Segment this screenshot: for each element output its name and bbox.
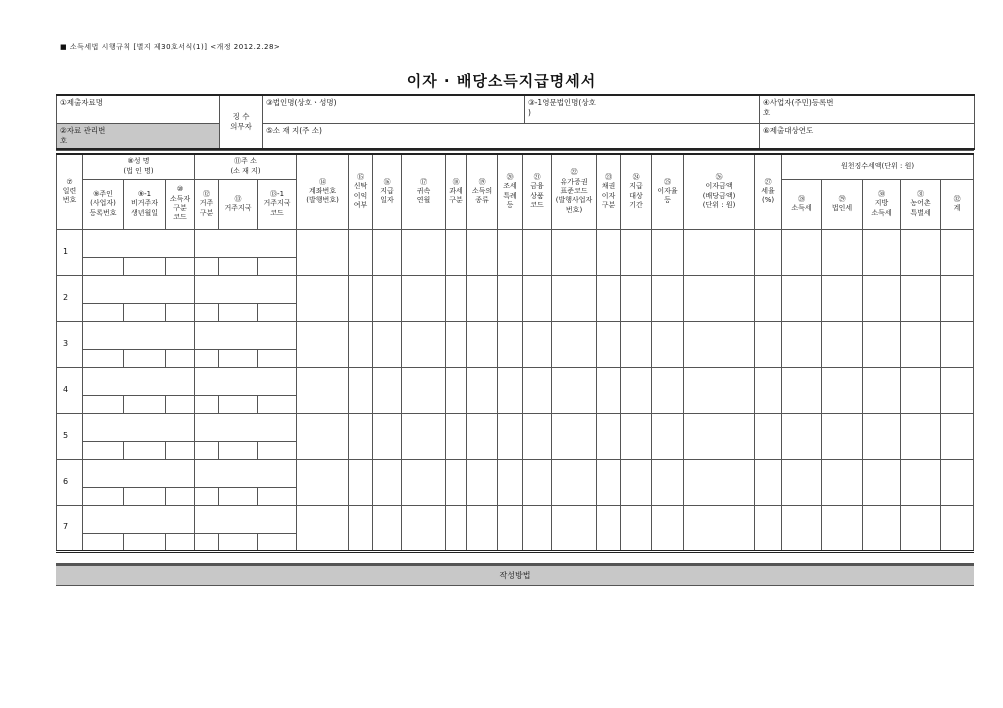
table-row [57,229,974,257]
data-cell[interactable] [863,413,901,459]
data-cell[interactable] [349,321,373,367]
data-cell[interactable] [297,367,349,413]
data-cell[interactable] [621,413,652,459]
data-cell[interactable] [652,321,684,367]
submitter-name-field[interactable]: ①제출자료명 [57,95,220,123]
data-cell[interactable] [124,441,166,459]
col-name-group: ⑧성 명 (법 인 명) [83,154,195,179]
data-cell[interactable] [349,367,373,413]
data-cell[interactable] [467,505,498,551]
data-cell[interactable] [552,321,597,367]
data-cell[interactable] [467,275,498,321]
name-cell[interactable] [83,321,195,349]
data-cell[interactable] [219,487,258,505]
col-bond-interest-type: ㉓ 채권 이자 구분 [597,154,621,229]
col-local-income-tax: ㉚ 지방 소득세 [863,179,901,229]
data-cell[interactable] [373,229,402,275]
data-cell[interactable] [498,229,523,275]
row-number: 4 [57,367,83,413]
data-cell[interactable] [446,229,467,275]
col-residence-type: ⑫ 거주 구분 [195,179,219,229]
data-cell[interactable] [782,275,822,321]
data-cell[interactable] [166,533,195,551]
data-cell[interactable] [822,459,863,505]
data-cell[interactable] [467,321,498,367]
data-cell[interactable] [822,413,863,459]
year-field[interactable]: ⑥제출대상연도 [760,123,975,149]
col-tax-rate: ㉗ 세율 (%) [755,154,782,229]
data-cell[interactable] [552,367,597,413]
data-cell[interactable] [258,441,297,459]
data-cell[interactable] [552,275,597,321]
col-attribution-month: ⑰ 귀속 연월 [402,154,446,229]
col-residence-country-code: ⑬-1 거주지국 코드 [258,179,297,229]
name-cell[interactable] [83,367,195,395]
data-cell[interactable] [901,275,941,321]
address-cell[interactable] [195,459,297,487]
submitter-info-table [56,94,975,150]
col-withholding-group: 원천징수세액(단위 : 원) [782,154,974,179]
data-cell[interactable] [684,459,755,505]
data-cell[interactable] [782,229,822,275]
data-cell[interactable] [166,395,195,413]
address-cell[interactable] [195,321,297,349]
data-cell[interactable] [124,487,166,505]
data-cell[interactable] [297,459,349,505]
col-serial-no: ⑦ 일련 번호 [57,154,83,229]
data-cell[interactable] [258,349,297,367]
data-cell[interactable] [124,533,166,551]
data-cell[interactable] [684,505,755,551]
data-cell[interactable] [552,413,597,459]
payer-label: 징 수 의무자 [220,95,263,149]
data-cell[interactable] [219,441,258,459]
data-cell[interactable] [195,533,219,551]
row-number: 5 [57,413,83,459]
address-field[interactable]: ⑤소 재 지(주 소) [263,123,760,149]
data-cell[interactable] [195,349,219,367]
data-cell[interactable] [755,459,782,505]
data-cell[interactable] [684,229,755,275]
data-cell[interactable] [195,257,219,275]
data-cell[interactable] [402,459,446,505]
table-row [57,459,974,487]
address-cell[interactable] [195,229,297,257]
col-address-group: ⑪주 소 (소 재 지) [195,154,297,179]
data-cell[interactable] [863,367,901,413]
row-number: 6 [57,459,83,505]
data-cell[interactable] [523,275,552,321]
data-cell[interactable] [863,229,901,275]
data-cell[interactable] [901,367,941,413]
data-cell[interactable] [523,505,552,551]
data-cell[interactable] [402,229,446,275]
data-cell[interactable] [402,367,446,413]
data-cell[interactable] [402,413,446,459]
col-pay-date: ⑯ 지급 일자 [373,154,402,229]
data-cell[interactable] [597,505,621,551]
data-cell[interactable] [652,413,684,459]
col-tax-type: ⑱ 과세 구분 [446,154,467,229]
data-cell[interactable] [941,505,974,551]
table-row [57,505,974,533]
data-cell[interactable] [901,505,941,551]
data-cell[interactable] [621,229,652,275]
data-cell[interactable] [941,229,974,275]
data-cell[interactable] [822,321,863,367]
data-cell[interactable] [124,395,166,413]
data-cell[interactable] [621,459,652,505]
data-cell[interactable] [195,303,219,321]
data-cell[interactable] [621,275,652,321]
data-cell[interactable] [652,505,684,551]
table-row [57,275,974,303]
data-cell[interactable] [755,275,782,321]
data-cell[interactable] [782,505,822,551]
data-cell[interactable] [498,321,523,367]
col-interest-rate: ㉕ 이자율 등 [652,154,684,229]
data-cell[interactable] [219,257,258,275]
col-pay-period: ㉔ 지급 대상 기간 [621,154,652,229]
data-cell[interactable] [297,505,349,551]
data-cell[interactable] [498,505,523,551]
data-cell[interactable] [498,275,523,321]
data-cell[interactable] [373,459,402,505]
data-cell[interactable] [349,275,373,321]
data-cell[interactable] [684,275,755,321]
data-cell[interactable] [597,321,621,367]
table-row [57,413,974,441]
data-cell[interactable] [621,321,652,367]
data-cell[interactable] [349,505,373,551]
col-residence-country: ⑬ 거주지국 [219,179,258,229]
data-cell[interactable] [822,505,863,551]
data-cell[interactable] [523,413,552,459]
data-cell[interactable] [258,487,297,505]
col-income-type: ⑲ 소득의 종류 [467,154,498,229]
data-cell[interactable] [941,275,974,321]
col-securities-code: ㉒ 유가증권 표준코드 (발행사업자 번호) [552,154,597,229]
data-cell[interactable] [446,367,467,413]
data-cell[interactable] [621,367,652,413]
data-cell[interactable] [124,257,166,275]
data-cell[interactable] [552,505,597,551]
data-cell[interactable] [901,459,941,505]
address-cell[interactable] [195,275,297,303]
data-cell[interactable] [552,229,597,275]
data-cell[interactable] [523,459,552,505]
data-cell[interactable] [652,229,684,275]
data-cell[interactable] [467,459,498,505]
col-rural-special-tax: ㉛ 농어촌 특별세 [901,179,941,229]
data-cell[interactable] [652,459,684,505]
data-cell[interactable] [822,229,863,275]
data-cell[interactable] [166,349,195,367]
data-cell[interactable] [446,505,467,551]
data-cell[interactable] [373,505,402,551]
data-cell[interactable] [901,321,941,367]
col-tax-special: ⑳ 조세 특례 등 [498,154,523,229]
data-cell[interactable] [498,367,523,413]
data-cell[interactable] [166,487,195,505]
data-cell[interactable] [297,275,349,321]
data-cell[interactable] [83,533,124,551]
address-cell[interactable] [195,505,297,533]
row-number: 7 [57,505,83,551]
data-cell[interactable] [195,441,219,459]
data-cell[interactable] [782,321,822,367]
data-cell[interactable] [863,321,901,367]
col-reg-no: ⑨주인 (사업자) 등록번호 [83,179,124,229]
data-cell[interactable] [349,413,373,459]
data-cell[interactable] [782,459,822,505]
data-cell[interactable] [373,413,402,459]
data-cell[interactable] [373,275,402,321]
data-cell[interactable] [467,229,498,275]
col-interest-amount: ㉖ 이자금액 (배당금액) (단위 : 원) [684,154,755,229]
data-cell[interactable] [941,413,974,459]
row-number: 1 [57,229,83,275]
data-cell[interactable] [863,275,901,321]
data-cell[interactable] [83,487,124,505]
data-cell[interactable] [446,275,467,321]
col-account-no: ⑭ 계좌번호 (발행번호) [297,154,349,229]
col-birth-date: ⑨-1 비거주자 생년월일 [124,179,166,229]
data-cell[interactable] [621,505,652,551]
table-row [57,367,974,395]
data-cell[interactable] [652,275,684,321]
table-row [57,321,974,349]
data-cell[interactable] [597,367,621,413]
data-cell[interactable] [373,367,402,413]
data-cell[interactable] [523,229,552,275]
form-reference-note: ■ 소득세법 시행규칙 [별지 제30호서식(1)] <개정 2012.2.28> [60,43,281,51]
page-title: 이자 · 배당소득지급명세서 [406,72,597,90]
data-cell[interactable] [373,321,402,367]
data-cell[interactable] [901,229,941,275]
row-number: 3 [57,321,83,367]
data-cell[interactable] [941,321,974,367]
name-cell[interactable] [83,459,195,487]
data-cell[interactable] [755,321,782,367]
mgmt-no-field[interactable]: ②자료 관리번 호 [57,123,220,149]
data-cell[interactable] [782,367,822,413]
data-cell[interactable] [297,321,349,367]
divider [56,150,974,152]
col-income-tax: ㉘ 소득세 [782,179,822,229]
data-cell[interactable] [83,441,124,459]
data-cell[interactable] [822,367,863,413]
data-cell[interactable] [863,459,901,505]
data-cell[interactable] [83,257,124,275]
data-cell[interactable] [83,303,124,321]
data-rows [57,229,974,551]
data-cell[interactable] [446,321,467,367]
row-number: 2 [57,275,83,321]
biz-reg-no-field[interactable]: ④사업자(주민)등록번 호 [760,95,975,123]
data-cell[interactable] [446,413,467,459]
data-cell[interactable] [349,229,373,275]
name-cell[interactable] [83,229,195,257]
data-cell[interactable] [258,257,297,275]
data-cell[interactable] [652,367,684,413]
data-cell[interactable] [297,413,349,459]
data-cell[interactable] [297,229,349,275]
data-cell[interactable] [755,413,782,459]
data-cell[interactable] [219,395,258,413]
corp-name-field[interactable]: ③법인명(상호ㆍ성명) [263,95,525,123]
data-cell[interactable] [258,303,297,321]
data-cell[interactable] [467,367,498,413]
corp-name-en-field[interactable]: ③-1영문법인명(상호 ) [525,95,760,123]
payment-detail-table [56,153,974,553]
data-cell[interactable] [402,275,446,321]
data-cell[interactable] [782,413,822,459]
data-cell[interactable] [467,413,498,459]
data-cell[interactable] [684,321,755,367]
name-cell[interactable] [83,413,195,441]
data-cell[interactable] [498,413,523,459]
data-cell[interactable] [498,459,523,505]
data-cell[interactable] [552,459,597,505]
name-cell[interactable] [83,505,195,533]
data-cell[interactable] [195,487,219,505]
data-cell[interactable] [684,413,755,459]
data-cell[interactable] [166,441,195,459]
data-cell[interactable] [124,303,166,321]
data-cell[interactable] [755,229,782,275]
data-cell[interactable] [166,257,195,275]
data-cell[interactable] [219,303,258,321]
data-cell[interactable] [402,505,446,551]
data-cell[interactable] [402,321,446,367]
data-cell[interactable] [219,533,258,551]
data-cell[interactable] [597,413,621,459]
data-cell[interactable] [822,275,863,321]
data-cell[interactable] [523,367,552,413]
data-cell[interactable] [349,459,373,505]
data-cell[interactable] [684,367,755,413]
address-cell[interactable] [195,367,297,395]
data-cell[interactable] [124,349,166,367]
instructions-bar: 작성방법 [56,563,974,586]
data-cell[interactable] [83,349,124,367]
data-cell[interactable] [941,459,974,505]
data-cell[interactable] [258,533,297,551]
col-finance-product-code: ㉑ 금융 상품 코드 [523,154,552,229]
name-cell[interactable] [83,275,195,303]
data-cell[interactable] [597,459,621,505]
data-cell[interactable] [901,413,941,459]
data-cell[interactable] [446,459,467,505]
data-cell[interactable] [941,367,974,413]
address-cell[interactable] [195,413,297,441]
col-total: ㉜ 계 [941,179,974,229]
data-cell[interactable] [83,395,124,413]
col-corp-tax: ㉙ 법인세 [822,179,863,229]
data-cell[interactable] [755,505,782,551]
data-cell[interactable] [195,395,219,413]
col-trust-profit: ⑮ 신탁 이익 여부 [349,154,373,229]
data-cell[interactable] [755,367,782,413]
data-cell[interactable] [863,505,901,551]
data-cell[interactable] [523,321,552,367]
data-cell[interactable] [166,303,195,321]
data-cell[interactable] [258,395,297,413]
data-cell[interactable] [597,229,621,275]
col-earner-code: ⑩ 소득자 구분 코드 [166,179,195,229]
data-cell[interactable] [219,349,258,367]
data-cell[interactable] [597,275,621,321]
